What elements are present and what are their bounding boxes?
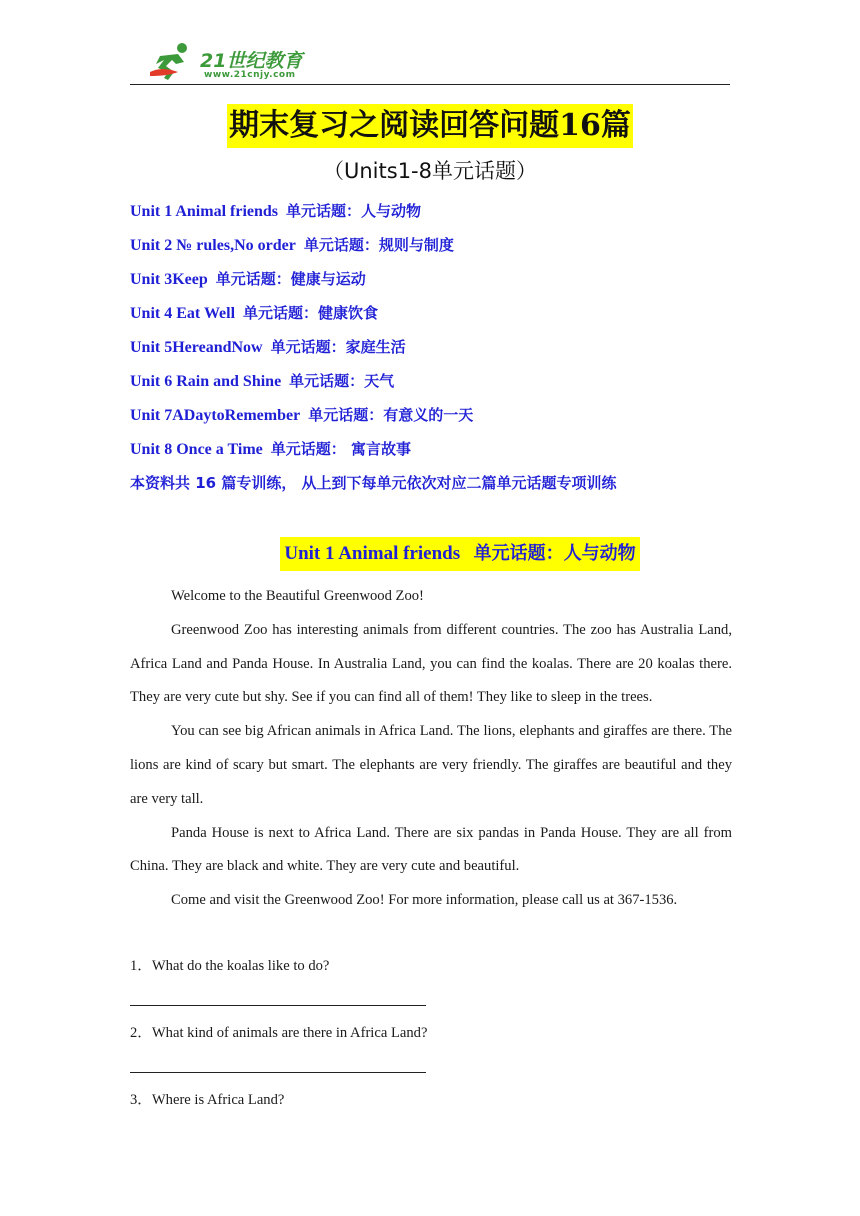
unit-topic: 单元话题：天气 <box>289 372 395 390</box>
unit-topic-item <box>130 370 750 404</box>
unit-topic: 单元话题：人与动物 <box>286 202 422 220</box>
logo <box>148 40 328 84</box>
header-divider <box>130 84 730 85</box>
section-unit-topic: 单元话题：人与动物 <box>472 537 638 571</box>
answer-line[interactable] <box>130 983 732 1017</box>
unit-name: Unit 2 № rules,No order <box>130 237 296 254</box>
question: 3．Where is Africa Land? <box>130 1092 285 1108</box>
passage-paragraph: Come and visit the Greenwood Zoo! For more information, please call us at 367-1536. <box>171 892 678 909</box>
unit-topic: 单元话题：健康饮食 <box>243 304 379 322</box>
passage-paragraph: Panda House is next to Africa Land. There are six pandas in Panda House. They are all from China. They are black and white. They are very cute and beautiful. <box>130 824 732 875</box>
unit-topic: 单元话题：有意义的一天 <box>308 406 474 424</box>
unit-name: Unit 6 Rain and Shine <box>130 373 282 390</box>
question: 2．What kind of animals are there in Africa Land? <box>130 1025 428 1041</box>
document-title-text: 期末复习之阅读回答问题16篇 <box>227 104 633 148</box>
unit-topic-item <box>130 336 750 370</box>
unit-topic-list <box>130 200 750 472</box>
passage-paragraph: Greenwood Zoo has interesting animals from different countries. The zoo has Australia Land, Africa Land and Panda House. In Australia Land, you can find the koalas. There are 20 koalas there. They are very cute but shy. See if you can find all of them! They like to sleep in the trees. <box>130 621 732 706</box>
section-unit-name: Unit 1 Animal friends <box>282 537 462 571</box>
unit-name: Unit 5HereandNow <box>130 339 263 356</box>
unit-topic-item <box>130 404 750 438</box>
unit-topic: 单元话题：家庭生活 <box>270 338 406 356</box>
unit-name: Unit 4 Eat Well <box>130 305 236 322</box>
runner-logo-icon <box>148 42 196 82</box>
unit-name: Unit 3Keep <box>130 271 208 288</box>
unit-topic-item <box>130 302 750 336</box>
unit-topic-item <box>130 268 750 302</box>
unit-topic-item <box>130 234 750 268</box>
reading-passage <box>130 580 732 918</box>
unit-topic: 单元话题：健康与运动 <box>215 270 366 288</box>
answer-line[interactable] <box>130 1050 732 1084</box>
logo-url-text: www.21cnjy.com <box>204 70 296 80</box>
unit-name: Unit 8 Once a Time <box>130 441 263 458</box>
question: 1．What do the koalas like to do? <box>130 958 330 974</box>
unit-name: Unit 1 Animal friends <box>130 203 279 220</box>
material-note: 本资料共 16 篇专训练， 从上到下每单元依次对应二篇单元话题专项训练 <box>130 474 617 492</box>
passage-paragraph: You can see big African animals in Africa Land. The lions, elephants and giraffes are there. The lions are kind of scary but smart. The elephants are very friendly. The giraffes are beautiful and they are very tall. <box>130 723 732 807</box>
document-title <box>0 104 860 148</box>
document-subtitle: （Units1-8单元话题） <box>323 159 537 183</box>
section-heading-text <box>280 537 639 571</box>
unit-topic: 单元话题： 寓言故事 <box>270 440 411 458</box>
unit-name: Unit 7ADaytoRemember <box>130 407 301 424</box>
unit-topic-item <box>130 438 750 472</box>
section-heading <box>0 537 860 571</box>
passage-paragraph: Welcome to the Beautiful Greenwood Zoo! <box>171 588 424 604</box>
logo-text: 21世纪教育 <box>200 50 303 72</box>
page-header <box>130 40 730 86</box>
question-list <box>130 950 732 1117</box>
unit-topic-item <box>130 200 750 234</box>
unit-topic: 单元话题：规则与制度 <box>303 236 454 254</box>
